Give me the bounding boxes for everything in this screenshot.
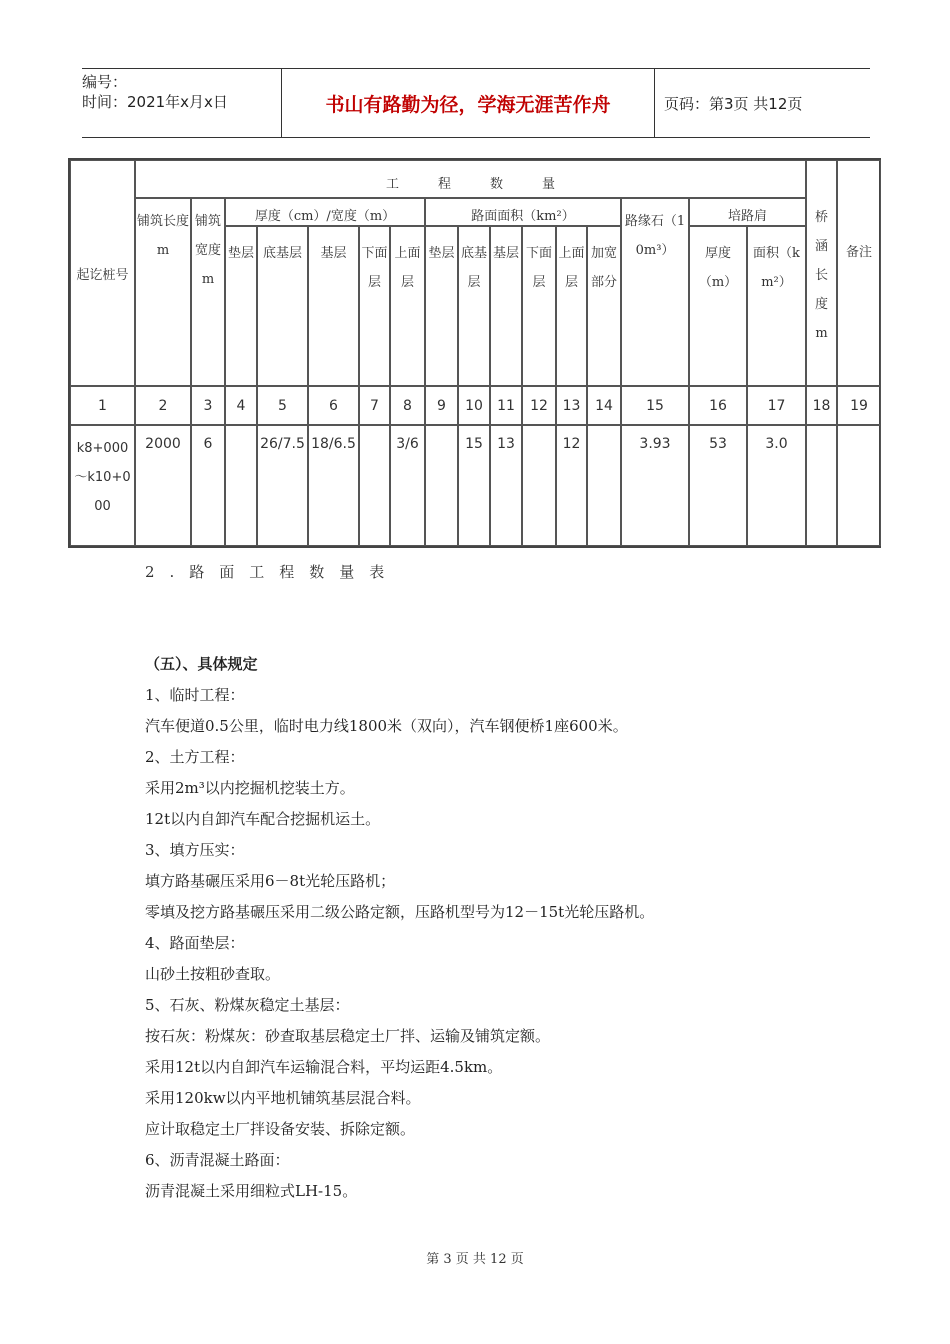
column-number: 2 <box>135 386 191 425</box>
section-line: 应计取稳定土厂拌设备安装、拆除定额。 <box>145 1120 416 1138</box>
column-number: 7 <box>359 386 390 425</box>
column-number: 17 <box>747 386 806 425</box>
column-number: 6 <box>308 386 359 425</box>
section-line: 4、路面垫层： <box>145 934 245 952</box>
header-sub: 底基层 <box>458 226 490 386</box>
time-label: 时间：2021年x月x日 <box>82 93 228 111</box>
column-number: 11 <box>490 386 522 425</box>
column-number: 8 <box>390 386 425 425</box>
section-line: 采用2m³以内挖掘机挖装土方。 <box>145 779 355 797</box>
table-row <box>522 425 556 546</box>
section-body <box>145 655 885 1213</box>
column-number: 1 <box>70 386 135 425</box>
header-sub: 垫层 <box>425 226 458 386</box>
column-number: 5 <box>257 386 308 425</box>
header-sub: 加宽部分 <box>587 226 621 386</box>
table-row <box>359 425 390 546</box>
column-number: 14 <box>587 386 621 425</box>
header-thickness: 厚度（cm）/宽度（m） <box>225 198 425 226</box>
header-pave-width: 铺筑宽度m <box>191 198 225 386</box>
section-line: 采用120kw以内平地机铺筑基层混合料。 <box>145 1089 421 1107</box>
header-motto: 书山有路勤为径，学海无涯苦作舟 <box>282 69 655 137</box>
column-number: 10 <box>458 386 490 425</box>
header-sub: 上面层 <box>556 226 587 386</box>
header-sub: 垫层 <box>225 226 257 386</box>
header-curb: 路缘石（10m³） <box>621 198 689 386</box>
header-sub: 上面层 <box>390 226 425 386</box>
table-row: 18/6.5 <box>308 425 359 546</box>
number-label: 编号： <box>82 73 128 91</box>
column-number: 4 <box>225 386 257 425</box>
section-title: （五）、具体规定 <box>145 655 258 673</box>
table-row: 2000 <box>135 425 191 546</box>
table-row: 3/6 <box>390 425 425 546</box>
column-number: 12 <box>522 386 556 425</box>
table-row <box>806 425 837 546</box>
table-row: 6 <box>191 425 225 546</box>
table-row: 13 <box>490 425 522 546</box>
table-row <box>425 425 458 546</box>
table-row: 12 <box>556 425 587 546</box>
header-sub: 基层 <box>490 226 522 386</box>
header-pave-length: 铺筑长度m <box>135 198 191 386</box>
table-caption: 2.路面工程数量表 <box>145 563 400 581</box>
pavement-quantity-table <box>68 158 881 548</box>
section-line: 3、填方压实： <box>145 841 245 859</box>
table-row: 53 <box>689 425 747 546</box>
section-line: 填方路基碾压采用6－8t光轮压路机； <box>145 872 396 890</box>
header-page-info: 页码：第3页 共12页 <box>664 94 803 113</box>
table-row <box>587 425 621 546</box>
section-line: 汽车便道0.5公里，临时电力线1800米（双向），汽车钢便桥1座600米。 <box>145 717 628 735</box>
header-remarks: 备注 <box>837 160 881 386</box>
section-line: 5、石灰、粉煤灰稳定土基层： <box>145 996 350 1014</box>
header-sub: 下面层 <box>359 226 390 386</box>
table-row: 15 <box>458 425 490 546</box>
column-number: 15 <box>621 386 689 425</box>
section-line: 山砂土按粗砂查取。 <box>145 965 281 983</box>
column-number: 18 <box>806 386 837 425</box>
section-line: 沥青混凝土采用细粒式LH-15。 <box>145 1182 358 1200</box>
header-start-stake: 起讫桩号 <box>70 160 135 386</box>
header-bridge-length: 桥涵长度m <box>806 160 837 386</box>
table-row <box>837 425 881 546</box>
column-number: 19 <box>837 386 881 425</box>
header-works-quantity: 工 程 数 量 <box>135 160 806 198</box>
section-line: 1、临时工程： <box>145 686 245 704</box>
header-sub: 厚度（m） <box>689 226 747 386</box>
column-number: 13 <box>556 386 587 425</box>
section-line: 采用12t以内自卸汽车运输混合料，平均运距4.5km。 <box>145 1058 503 1076</box>
column-number: 9 <box>425 386 458 425</box>
header-sub: 底基层 <box>257 226 308 386</box>
section-line: 零填及挖方路基碾压采用二级公路定额，压路机型号为12－15t光轮压路机。 <box>145 903 655 921</box>
header-area: 路面面积（km²） <box>425 198 621 226</box>
column-number: 3 <box>191 386 225 425</box>
column-number: 16 <box>689 386 747 425</box>
header-meta <box>82 69 282 137</box>
section-line: 12t以内自卸汽车配合挖掘机运土。 <box>145 810 381 828</box>
table-row <box>225 425 257 546</box>
section-line: 6、沥青混凝土路面： <box>145 1151 290 1169</box>
table-row: k8+000～k10+000 <box>70 425 135 546</box>
section-line: 按石灰：粉煤灰：砂查取基层稳定土厂拌、运输及铺筑定额。 <box>145 1027 551 1045</box>
table-row: 3.93 <box>621 425 689 546</box>
header-shoulder: 培路肩 <box>689 198 806 226</box>
table-row: 3.0 <box>747 425 806 546</box>
section-lines <box>145 686 885 1213</box>
table-row: 26/7.5 <box>257 425 308 546</box>
header-sub: 下面层 <box>522 226 556 386</box>
page-footer: 第 3 页 共 12 页 <box>426 1252 524 1267</box>
page-header <box>82 68 870 138</box>
header-sub: 面积（km²） <box>747 226 806 386</box>
section-line: 2、土方工程： <box>145 748 245 766</box>
header-sub: 基层 <box>308 226 359 386</box>
